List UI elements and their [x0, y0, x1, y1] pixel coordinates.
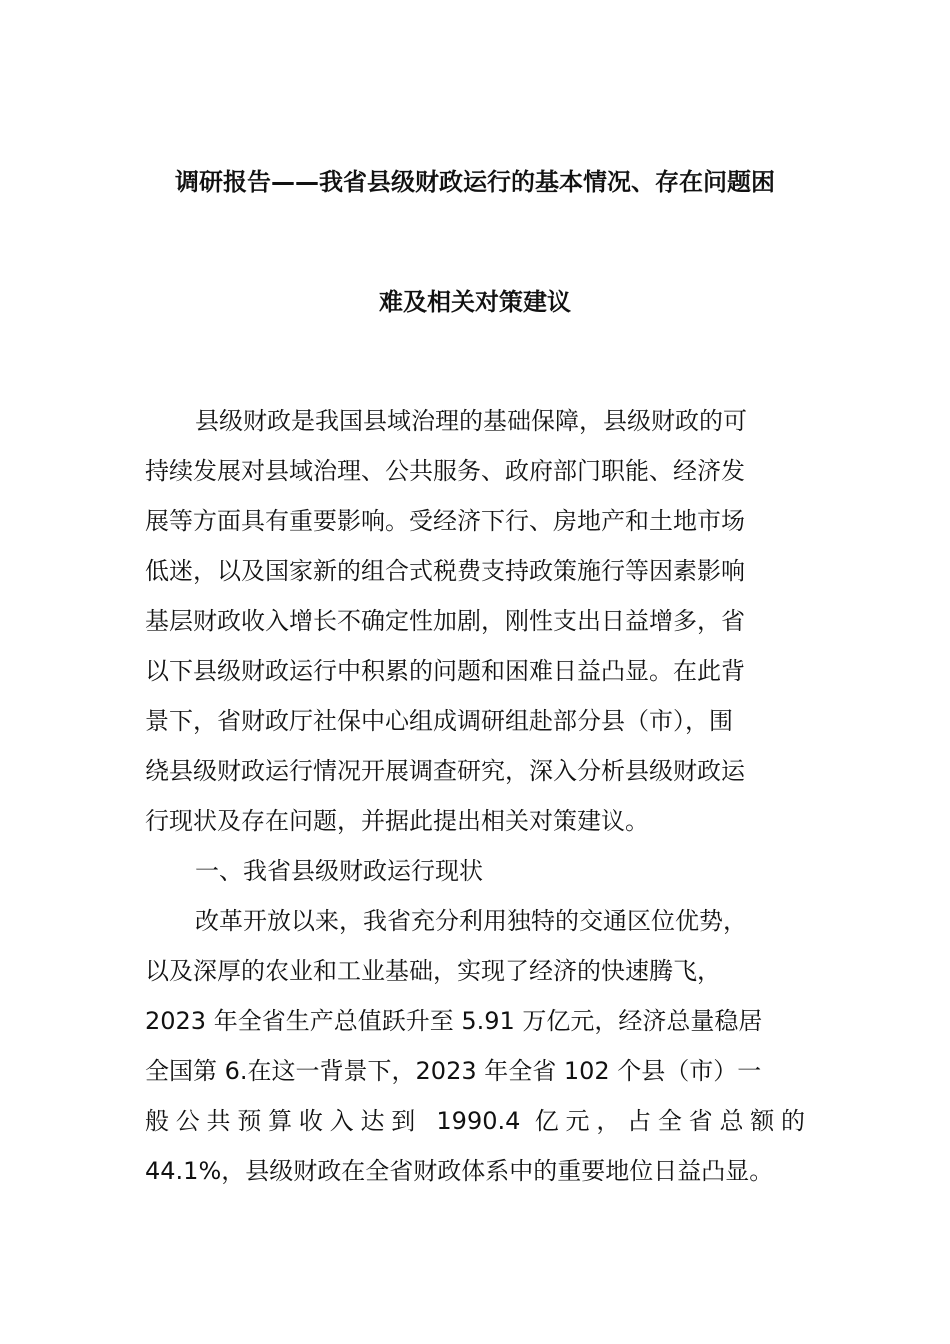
document-title-line-1: 调研报告——我省县级财政运行的基本情况、存在问题困: [175, 168, 775, 196]
paragraph-line: 持续发展对县域治理、公共服务、政府部门职能、经济发: [145, 457, 745, 485]
paragraph-line: 全国第 6.在这一背景下，2023 年全省 102 个县（市）一: [145, 1057, 762, 1085]
paragraph-line: 展等方面具有重要影响。受经济下行、房地产和土地市场: [145, 507, 745, 535]
paragraph-line: 低迷，以及国家新的组合式税费支持政策施行等因素影响: [145, 557, 745, 585]
paragraph-line: 行现状及存在问题，并据此提出相关对策建议。: [145, 807, 649, 835]
paragraph-line: 基层财政收入增长不确定性加剧，刚性支出日益增多，省: [145, 607, 745, 635]
paragraph-line: 2023 年全省生产总值跃升至 5.91 万亿元，经济总量稳居: [145, 1007, 763, 1035]
section-heading: 一、我省县级财政运行现状: [195, 857, 483, 885]
paragraph-line: 以及深厚的农业和工业基础，实现了经济的快速腾飞，: [145, 957, 721, 985]
paragraph-line: 县级财政是我国县域治理的基础保障，县级财政的可: [195, 407, 747, 435]
paragraph-line: 以下县级财政运行中积累的问题和困难日益凸显。在此背: [145, 657, 745, 685]
paragraph-line: 景下，省财政厅社保中心组成调研组赴部分县（市），围: [145, 707, 733, 735]
paragraph-line: 般公共预算收入达到 1990.4 亿元，占全省总额的: [145, 1107, 805, 1135]
document-title-line-2: 难及相关对策建议: [379, 288, 571, 316]
paragraph-line: 44.1%，县级财政在全省财政体系中的重要地位日益凸显。: [145, 1157, 774, 1185]
paragraph-line: 改革开放以来，我省充分利用独特的交通区位优势，: [195, 907, 747, 935]
paragraph-line: 绕县级财政运行情况开展调查研究，深入分析县级财政运: [145, 757, 745, 785]
